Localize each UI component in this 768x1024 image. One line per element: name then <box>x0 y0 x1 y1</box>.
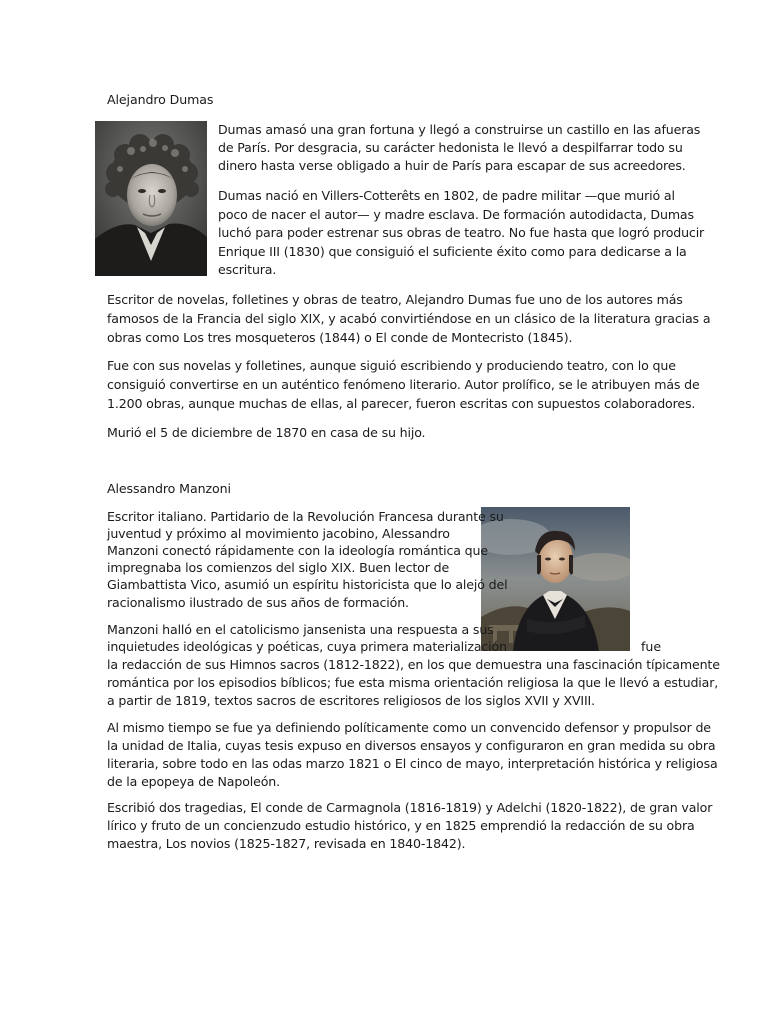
text-line: Al mismo tiempo se fue ya definiendo políticamente como un convencido defensor y propulsor de <box>107 720 711 735</box>
text-line: Fue con sus novelas y folletines, aunque siguió escribiendo y produciendo teatro, con lo que <box>107 358 676 373</box>
text-line: Manzoni conectó rápidamente con la ideología romántica que <box>107 543 488 558</box>
text-line: famosos de la Francia del siglo XIX, y acabó convirtiéndose en un clásico de la literatura gracias a <box>107 311 711 326</box>
text-line: Murió el 5 de diciembre de 1870 en casa de su hijo. <box>107 425 426 440</box>
text-line: Dumas amasó una gran fortuna y llegó a construirse un castillo en las afueras <box>218 122 701 137</box>
text-line: Enrique III (1830) que consiguió el suficiente éxito como para dedicarse a la <box>218 244 687 259</box>
text-line: Manzoni halló en el catolicismo jansenista una respuesta a sus <box>107 622 494 637</box>
text-line: la redacción de sus Himnos sacros (1812-1822), en los que demuestra una fascinación típicamente <box>107 657 720 672</box>
text-line: juventud y próximo al movimiento jacobino, Alessandro <box>107 526 450 541</box>
text-line: de la epopeya de Napoleón. <box>107 774 280 789</box>
text-line: 1.200 obras, aunque muchas de ellas, al parecer, fueron escritas con supuestos colaboradores. <box>107 396 696 411</box>
dumas-heading: Alejandro Dumas <box>107 92 214 107</box>
text-line: literaria, sobre todo en las odas marzo 1821 o El cinco de mayo, interpretación histórica y religiosa <box>107 756 718 771</box>
text-line: racionalismo ilustrado de sus años de formación. <box>107 595 409 610</box>
text-line: obras como Los tres mosqueteros (1844) o El conde de Montecristo (1845). <box>107 330 573 345</box>
text-line: Escritor italiano. Partidario de la Revolución Francesa durante su <box>107 509 504 524</box>
text-line: Escribió dos tragedias, El conde de Carmagnola (1816-1819) y Adelchi (1820-1822), de gran valor <box>107 800 713 815</box>
text-line: Escritor de novelas, folletines y obras de teatro, Alejandro Dumas fue uno de los autores más <box>107 292 683 307</box>
text-line: dinero hasta verse obligado a huir de París para escapar de sus acreedores. <box>218 158 686 173</box>
dumas-portrait <box>95 121 207 276</box>
text-line: Dumas nació en Villers-Cotterêts en 1802, de padre militar —que murió al <box>218 188 675 203</box>
text-line: de París. Por desgracia, su carácter hedonista le llevó a despilfarrar todo su <box>218 140 683 155</box>
text-line: maestra, Los novios (1825-1827, revisada en 1840-1842). <box>107 836 466 851</box>
text-line: luchó para poder estrenar sus obras de teatro. No fue hasta que logró producir <box>218 225 705 240</box>
text-line: impregnaba los comienzos del siglo XIX. Buen lector de <box>107 560 450 575</box>
text-line: lírico y fruto de un concienzudo estudio histórico, y en 1825 emprendió la redacción de su obra <box>107 818 695 833</box>
text-line: a partir de 1819, textos sacros de escritores religiosos de los siglos XVII y XVIII. <box>107 693 595 708</box>
manzoni-heading: Alessandro Manzoni <box>107 481 231 496</box>
text-line: la unidad de Italia, cuyas tesis expuso en diversos ensayos y configuraron en gran medida su obra <box>107 738 716 753</box>
text-line: escritura. <box>218 262 277 277</box>
text-line: poco de nacer el autor— y madre esclava. De formación autodidacta, Dumas <box>218 207 694 222</box>
text-line: romántica por los episodios bíblicos; fue esta misma orientación religiosa la que le llevó a estudiar, <box>107 675 719 690</box>
wrapped-word: fue <box>641 639 662 654</box>
text-line: inquietudes ideológicas y poéticas, cuya primera materialización <box>107 639 507 654</box>
text-line: consiguió convertirse en un auténtico fenómeno literario. Autor prolífico, se le atribuyen más de <box>107 377 700 392</box>
text-line: Giambattista Vico, asumió un espíritu historicista que lo alejó del <box>107 577 508 592</box>
